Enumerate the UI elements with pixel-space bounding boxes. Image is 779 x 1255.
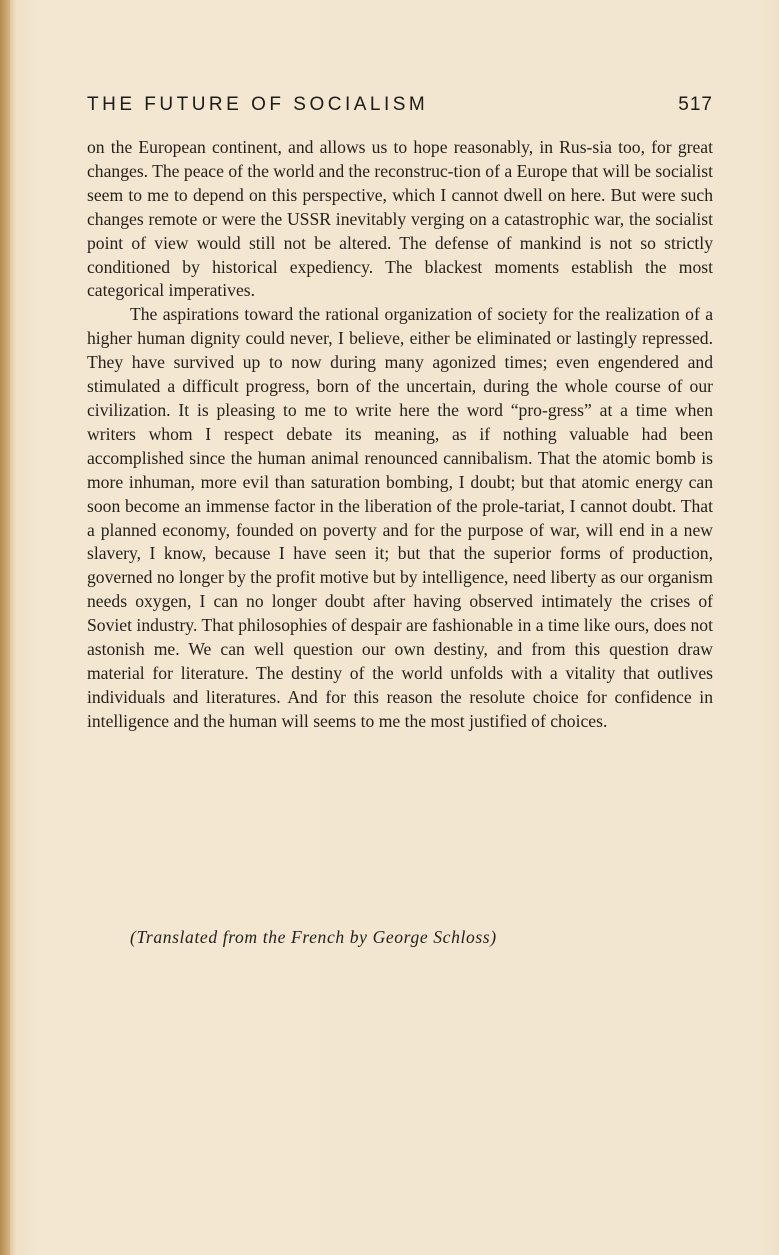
running-head (87, 94, 713, 120)
paragraph: The aspirations toward the rational organization of society for the realization of a higher human dignity could never, I believe, either be eliminated or lastingly repressed. They have survived up to now during many agonized times; even engendered and stimulated a difficult progress, born of the uncertain, during the whole course of our civilization. It is pleasing to me to write here the word “pro-gress” at a time when writers whom I respect debate its meaning, as if nothing valuable had been accomplished since the human animal renounced cannibalism. That the atomic bomb is more inhuman, more evil than saturation bombing, I doubt; but that atomic energy can soon become an immense factor in the liberation of the prole-tariat, I cannot doubt. That a planned economy, founded on poverty and for the purpose of war, will end in a new slavery, I know, because I have seen it; but that the superior forms of production, governed no longer by the profit motive but by intelligence, need liberty as our organism needs oxygen, I can no longer doubt after having observed intimately the crises of Soviet industry. That philosophies of despair are fashionable in a time like ours, does not astonish me. We can well question our own destiny, and from this question draw material for literature. The destiny of the world unfolds with a vitality that outlives individuals and literatures. And for this reason the resolute choice for confidence in intelligence and the human will seems to me the most justified of choices. (87, 304, 713, 731)
translation-credit: (Translated from the French by George Schloss) (130, 927, 497, 947)
article-body (87, 136, 713, 734)
running-head-title: THE FUTURE OF SOCIALISM (87, 94, 429, 115)
paragraph-continued: on the European continent, and allows us to hope reasonably, in Rus-sia too, for great changes. The peace of the world and the reconstruc-tion of a Europe that will be socialist seem to me to depend on this perspective, which I cannot dwell on here. But were such changes remote or were the USSR inevitably verging on a catastrophic war, the socialist point of view would still not be altered. The defense of mankind is not so strictly conditioned by historical expediency. The blackest moments establish the most categorical imperatives. (87, 137, 713, 301)
page-gutter-shadow (0, 0, 10, 1255)
page-number: 517 (678, 94, 713, 115)
